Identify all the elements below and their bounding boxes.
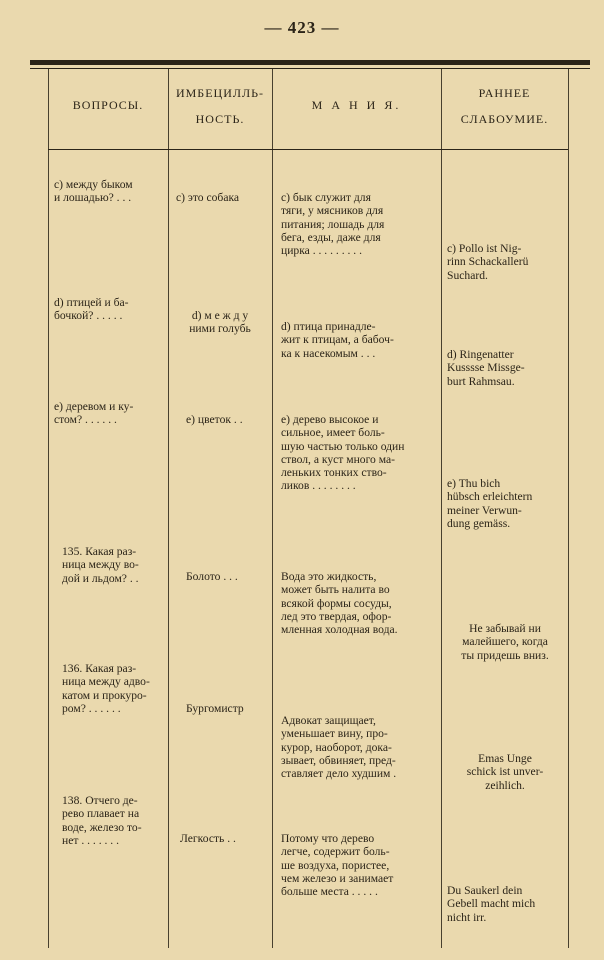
header-imbecility: ИМБЕЦИЛЛЬ- НОСТЬ. bbox=[175, 86, 265, 126]
column-divider bbox=[168, 68, 169, 948]
imbecility-cell: e) цветок . . bbox=[186, 413, 243, 426]
imbecility-cell: c) это собака bbox=[176, 191, 240, 204]
imbecility-cell: d) м е ж д у ними голубь bbox=[189, 309, 251, 336]
question-cell: e) деревом и ку- стом? . . . . . . bbox=[54, 400, 134, 427]
mania-cell: Адвокат защищает, уменьшает вину, про- курор, наоборот, дока- зывает, обвиняет, пред- ставляет дело худшим . bbox=[281, 714, 397, 781]
imbecility-cell: Бургомистр bbox=[186, 702, 244, 715]
mania-cell: Потому что дерево легче, содержит боль- ше воздуха, пористее, чем железо и занимает больше места . . . . . bbox=[281, 832, 394, 899]
mania-cell: e) дерево высокое и сильное, имеет боль- шую частью только один ствол, а куст много ма- леньких тонких ство- ликов . . . . . . . . bbox=[281, 413, 405, 493]
dementia-cell: c) Pollo ist Nig- rinn Schackallerü Suchard. bbox=[447, 242, 529, 282]
mania-cell: d) птица принадле- жит к птицам, а бабоч- ка к насекомым . . . bbox=[281, 320, 394, 360]
dementia-cell: Emas Unge schick ist unver- zeihlich. bbox=[466, 752, 544, 792]
imbecility-cell: Болото . . . bbox=[186, 570, 238, 583]
column-divider bbox=[441, 68, 442, 948]
column-divider bbox=[272, 68, 273, 948]
question-cell: d) птицей и ба- бочкой? . . . . . bbox=[54, 296, 129, 323]
header-dementia: РАННЕЕ СЛАБОУМИЕ. bbox=[460, 86, 549, 126]
header-questions: ВОПРОСЫ. bbox=[72, 98, 144, 112]
header-mania: М А Н И Я. bbox=[311, 98, 402, 112]
question-cell: c) между быком и лошадью? . . . bbox=[54, 178, 133, 205]
question-cell: 135. Какая раз- ница между во- дой и льдом? . . bbox=[62, 545, 139, 585]
top-rule-thick bbox=[30, 60, 590, 65]
dementia-cell: Не забывай ни малейшего, когда ты придешь вниз. bbox=[461, 622, 549, 662]
imbecility-cell: Легкость . . bbox=[180, 832, 236, 845]
mania-cell: Вода это жидкость, может быть налита во всякой формы сосуды, лед это твердая, офор- мленная холодная вода. bbox=[281, 570, 398, 637]
dementia-cell: d) Ringenatter Kusssse Missge- burt Rahmsau. bbox=[447, 348, 525, 388]
top-rule-thin bbox=[30, 68, 590, 69]
header-rule bbox=[48, 149, 568, 150]
question-cell: 136. Какая раз- ница между адво- катом и прокуро- ром? . . . . . . bbox=[62, 662, 150, 715]
page-number: — 423 — bbox=[264, 18, 340, 37]
mania-cell: c) бык служит для тяги, у мясников для питания; лошадь для бега, езды, даже для цирка . . . . . . . . . bbox=[281, 191, 385, 258]
column-divider bbox=[48, 68, 49, 948]
question-cell: 138. Отчего де- рево плавает на воде, железо то- нет . . . . . . . bbox=[62, 794, 142, 847]
dementia-cell: e) Thu bich hübsch erleichtern meiner Verwun- dung gemäss. bbox=[447, 477, 533, 530]
dementia-cell: Du Saukerl dein Gebell macht mich nicht irr. bbox=[447, 884, 536, 924]
column-divider bbox=[568, 68, 569, 948]
